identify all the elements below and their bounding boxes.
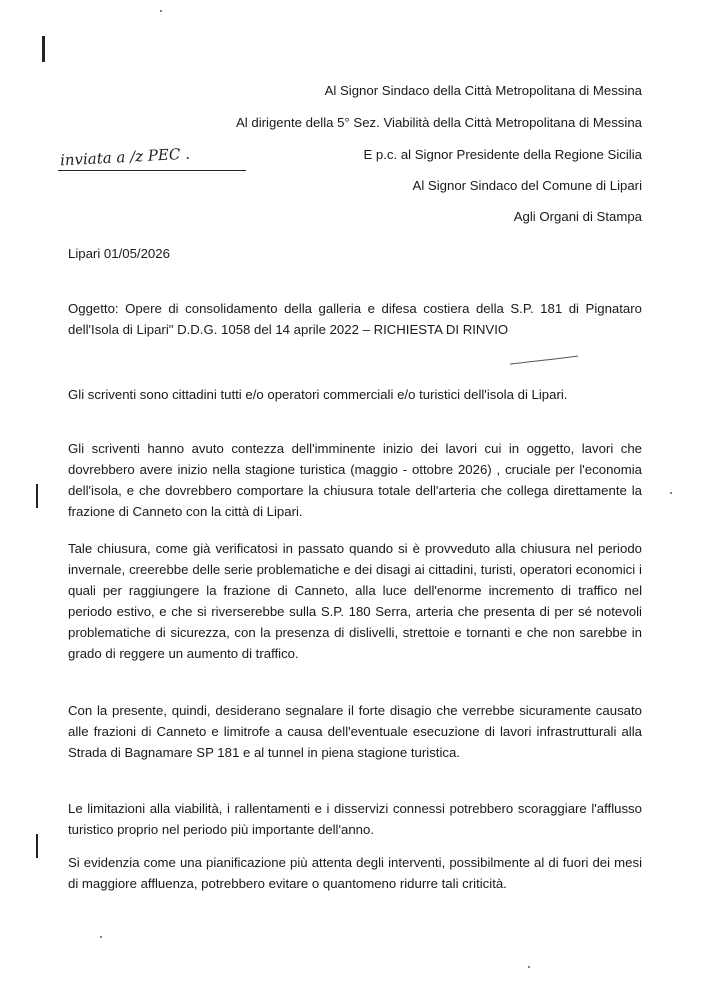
scan-speck [670,492,672,494]
handwritten-note: inviata a /z PEC . [59,144,191,170]
pen-scribble [508,354,580,366]
body-paragraph: Gli scriventi sono cittadini tutti e/o operatori commerciali e/o turistici dell'isola di Lipari. [68,387,568,402]
scan-mark [42,36,45,62]
recipient-line: Al dirigente della 5° Sez. Viabilità della Città Metropolitana di Messina [235,115,642,130]
recipient-line: E p.c. al Signor Presidente della Regione Sicilia [363,147,642,162]
date-line: Lipari 01/05/2026 [68,246,170,261]
recipient-line: Al Signor Sindaco della Città Metropolitana di Messina [324,83,642,98]
scan-speck [160,10,162,12]
scan-speck [528,966,530,968]
body-paragraph: Le limitazioni alla viabilità, i rallentamenti e i disservizi connessi potrebbero scoraggiare l'afflusso turistico proprio nel periodo più importante dell'anno. [68,801,642,837]
recipient-line: Agli Organi di Stampa [513,209,642,224]
body-paragraph: Tale chiusura, come già verificatosi in passato quando si è provveduto alla chiusura nel periodo invernale, creerebbe delle serie problematiche e dei disagi ai cittadini, turisti, operatori economici i quali per raggiungere la frazione di Canneto, alla luce dell'enorme incremento di traffico nel periodo estivo, e che si riverserebbe sulla S.P. 180 Serra, arteria che presenta di per sé notevoli problematiche di sicurezza, con la presenza di dislivelli, strettoie e tornanti e che non sarebbe in grado di reggere un aumento di traffico. [68,541,642,661]
body-paragraph: Gli scriventi hanno avuto contezza dell'imminente inizio dei lavori cui in oggetto, lavori che dovrebbero avere inizio nella stagione turistica (maggio - ottobre 2026) , cruciale per l'economia dell'isola, e che dovrebbero comportare la chiusura totale dell'arteria che collega direttamente la frazione di Canneto con la città di Lipari. [68,441,642,519]
scan-mark [36,834,38,858]
subject-line: Oggetto: Opere di consolidamento della galleria e difesa costiera della S.P. 181 di Pignataro dell'Isola di Lipari" D.D.G. 1058 del 14 aprile 2022 – RICHIESTA DI RINVIO [68,301,642,337]
scan-speck [100,936,102,938]
scan-mark [36,484,38,508]
recipient-line: Al Signor Sindaco del Comune di Lipari [412,178,642,193]
body-paragraph: Con la presente, quindi, desiderano segnalare il forte disagio che verrebbe sicuramente causato alle frazioni di Canneto e limitrofe a causa dell'eventuale esecuzione di lavori infrastrutturali alla Strada di Bagnamare SP 181 e al tunnel in piena stagione turistica. [68,703,642,760]
handwritten-underline [58,170,246,171]
body-paragraph: Si evidenzia come una pianificazione più attenta degli interventi, possibilmente al di fuori dei mesi di maggiore affluenza, potrebbero evitare o quantomeno ridurre tali criticità. [68,855,642,891]
